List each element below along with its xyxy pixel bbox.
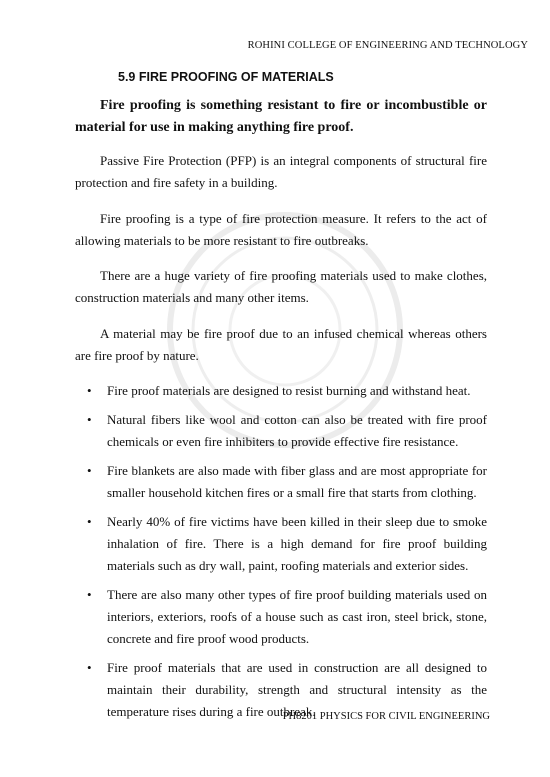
document-body bbox=[75, 95, 487, 730]
bullet-icon: • bbox=[87, 514, 92, 529]
bullet-icon: • bbox=[87, 660, 92, 675]
page-footer: PH8201 PHYSICS FOR CIVIL ENGINEERING bbox=[282, 711, 490, 722]
list-item-text: Fire proof materials that are used in construction are all designed to maintain their durability, strength and structural intensity as the temperature rises during a fire outbreak. bbox=[107, 660, 487, 719]
list-item-text: Natural fibers like wool and cotton can also be treated with fire proof chemicals or even fire inhibiters to provide effective fire resistance. bbox=[107, 412, 487, 449]
list-item-text: Nearly 40% of fire victims have been killed in their sleep due to smoke inhalation of fire. There is a high demand for fire proof building materials such as dry wall, paint, roofing materials and exterior sides. bbox=[107, 514, 487, 573]
body-paragraph: A material may be fire proof due to an infused chemical whereas others are fire proof by nature. bbox=[75, 325, 487, 363]
list-item bbox=[75, 584, 487, 650]
list-item-text: There are also many other types of fire proof building materials used on interiors, exteriors, roofs of a house such as cast iron, steel brick, stone, concrete and fire proof wood products. bbox=[107, 587, 487, 646]
bullet-icon: • bbox=[87, 587, 92, 602]
body-paragraph: Passive Fire Protection (PFP) is an integral components of structural fire protection and fire safety in a building. bbox=[75, 153, 487, 190]
list-item-text: Fire proof materials are designed to resist burning and withstand heat. bbox=[107, 383, 471, 398]
list-item bbox=[75, 511, 487, 577]
section-title: 5.9 FIRE PROOFING OF MATERIALS bbox=[118, 70, 334, 84]
list-item bbox=[75, 460, 487, 504]
bullet-icon: • bbox=[87, 412, 92, 427]
intro-paragraph: Fire proofing is something resistant to fire or incombustible or material for use in making anything fire proof. bbox=[75, 98, 487, 135]
list-item bbox=[75, 409, 487, 453]
list-item bbox=[75, 380, 487, 402]
list-item-text: Fire blankets are also made with fiber glass and are most appropriate for smaller household kitchen fires or a small fire that starts from clothing. bbox=[107, 463, 487, 500]
bullet-list bbox=[75, 380, 487, 723]
bullet-icon: • bbox=[87, 383, 92, 398]
bullet-icon: • bbox=[87, 463, 92, 478]
body-paragraph: Fire proofing is a type of fire protection measure. It refers to the act of allowing materials to be more resistant to fire outbreaks. bbox=[75, 210, 487, 248]
body-paragraph: There are a huge variety of fire proofing materials used to make clothes, construction materials and many other items. bbox=[75, 268, 487, 305]
page-header: ROHINI COLLEGE OF ENGINEERING AND TECHNOLOGY bbox=[247, 40, 528, 51]
